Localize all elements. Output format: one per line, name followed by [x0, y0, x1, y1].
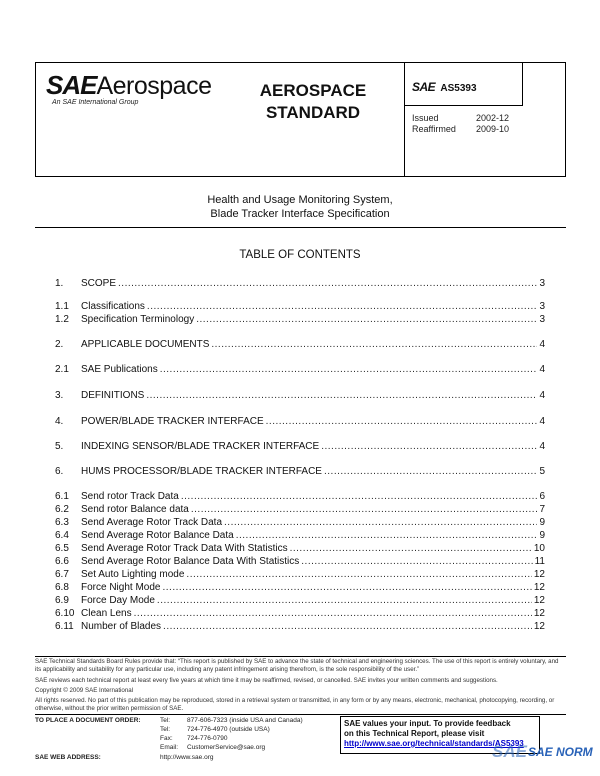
toc-entry[interactable] — [55, 517, 545, 530]
toc-entry-title: Send Average Rotor Balance Data With Statistics — [81, 556, 300, 567]
toc-dot-leader — [146, 390, 537, 401]
toc-dot-leader — [186, 569, 531, 580]
toc-entry-page: 12 — [533, 569, 545, 580]
toc-entry-number: 5. — [55, 441, 64, 452]
toc-entry[interactable] — [55, 595, 545, 608]
toc-entry-number: 3. — [55, 390, 64, 401]
copyright-text: Copyright © 2009 SAE International — [35, 687, 134, 694]
toc-entry-number: 6. — [55, 466, 64, 477]
toc-entry-page: 12 — [533, 595, 545, 606]
toc-entry-page: 3 — [539, 301, 545, 312]
toc-entry-page: 4 — [539, 416, 545, 427]
standard-line-1: AEROSPACE — [259, 81, 367, 100]
toc-entry-title: SCOPE — [81, 278, 117, 289]
footer-divider — [35, 656, 566, 657]
fax-label: Fax: — [160, 735, 173, 742]
toc-entry-number: 6.10 — [55, 608, 75, 619]
feedback-line-1: SAE values your input. To provide feedback — [344, 719, 511, 728]
toc-dot-leader — [196, 314, 537, 325]
toc-entry-page: 10 — [533, 543, 545, 554]
document-title-line-2: Blade Tracker Interface Specification — [210, 208, 390, 220]
toc-entry[interactable] — [55, 364, 545, 377]
document-title-line-1: Health and Usage Monitoring System, — [207, 194, 393, 206]
toc-entry-page: 4 — [539, 390, 545, 401]
toc-entry-number: 1.1 — [55, 301, 69, 312]
toc-entry-number: 2. — [55, 339, 64, 350]
review-text: SAE reviews each technical report at least every five years at which time it may be reaffirmed, revised, or cancelled. SAE invites your written comments and suggestions. — [35, 677, 498, 684]
toc-entry-page: 4 — [539, 364, 545, 375]
toc-entry-title: Send Average Rotor Balance Data — [81, 530, 234, 541]
header-divider-number — [404, 105, 523, 106]
toc-entry-title: Specification Terminology — [81, 314, 195, 325]
toc-entry[interactable] — [55, 278, 545, 291]
toc-entry-number: 4. — [55, 416, 64, 427]
toc-entry-number: 6.6 — [55, 556, 69, 567]
toc-entry[interactable] — [55, 441, 545, 454]
toc-dot-leader — [301, 556, 532, 567]
rules-text: SAE Technical Standards Board Rules provide that: “This report is published by SAE to advance the state of technical and engineering sciences. The use of this report is entirely voluntary, and its applicability and suitability for any particular use, including any patent infringement arising therefrom, is the sole responsibility of the user.” — [35, 658, 559, 673]
header-divider-cell — [522, 62, 523, 106]
toc-entry-title: Set Auto Lighting mode — [81, 569, 185, 580]
issued-label: Issued — [412, 113, 439, 123]
toc-entry-title: Classifications — [81, 301, 145, 312]
toc-entry[interactable] — [55, 582, 545, 595]
toc-entry-title: INDEXING SENSOR/BLADE TRACKER INTERFACE — [81, 441, 320, 452]
toc-dot-leader — [162, 582, 531, 593]
web-value[interactable]: http://www.sae.org — [160, 754, 214, 761]
toc-entry-number: 6.4 — [55, 530, 69, 541]
tel-value: 877-606-7323 (inside USA and Canada) — [187, 717, 303, 724]
reaffirmed-value: 2009-10 — [476, 124, 510, 134]
toc-dot-leader — [181, 491, 538, 502]
header-divider-vertical — [404, 62, 405, 176]
toc-entry-number: 1.2 — [55, 314, 69, 325]
watermark-mark: SAE — [492, 742, 527, 761]
toc-entry[interactable] — [55, 569, 545, 582]
toc-entry[interactable] — [55, 416, 545, 429]
header-border-top — [35, 62, 565, 63]
toc-entry-title: Number of Blades — [81, 621, 162, 632]
reaffirmed-label: Reaffirmed — [412, 124, 456, 134]
toc-entry-page: 11 — [534, 556, 545, 567]
toc-entry[interactable] — [55, 491, 545, 504]
email-value[interactable]: CustomerService@sae.org — [187, 744, 266, 751]
toc-entry[interactable] — [55, 314, 545, 327]
toc-entry[interactable] — [55, 621, 545, 634]
toc-entry-page: 4 — [539, 441, 545, 452]
toc-entry[interactable] — [55, 504, 545, 517]
toc-heading: TABLE OF CONTENTS — [239, 249, 361, 261]
toc-entry-title: SAE Publications — [81, 364, 158, 375]
toc-entry-number: 6.11 — [55, 621, 74, 632]
toc-dot-leader — [147, 301, 538, 312]
toc-entry-number: 6.5 — [55, 543, 69, 554]
tel-label: Tel: — [160, 717, 171, 724]
toc-entry-page: 12 — [533, 608, 545, 619]
toc-dot-leader — [321, 441, 537, 452]
toc-entry-title: HUMS PROCESSOR/BLADE TRACKER INTERFACE — [81, 466, 322, 477]
rights-text: All rights reserved. No part of this publication may be reproduced, stored in a retrieval system or transmitted, in any form or by any means, electronic, mechanical, photocopying, recording, or otherwise, without the prior written permission of SAE. — [35, 697, 555, 712]
toc-entry[interactable] — [55, 556, 545, 569]
sae-aerospace-logo — [46, 70, 212, 101]
toc-entry[interactable] — [55, 543, 545, 556]
toc-dot-leader — [236, 530, 538, 541]
toc-entry-page: 9 — [539, 517, 545, 528]
toc-dot-leader — [157, 595, 532, 606]
document-title — [0, 193, 600, 221]
toc-entry-page: 4 — [539, 339, 545, 350]
tel2-label: Tel: — [160, 726, 171, 733]
toc-dot-leader — [163, 621, 532, 632]
toc-entry-title: Force Night Mode — [81, 582, 161, 593]
toc-entry-number: 2.1 — [55, 364, 69, 375]
toc-dot-leader — [134, 608, 532, 619]
toc-entry[interactable] — [55, 466, 545, 479]
email-label: Email: — [160, 744, 179, 751]
sae-norm-watermark — [492, 742, 527, 762]
toc-entry-title: Force Day Mode — [81, 595, 155, 606]
toc-entry-page: 6 — [539, 491, 545, 502]
toc-entry-page: 5 — [539, 466, 545, 477]
toc-entry-title: Send Average Rotor Track Data — [81, 517, 223, 528]
logo-aerospace-text: Aerospace — [96, 72, 212, 100]
doc-prefix: SAE — [412, 80, 436, 94]
toc-entry-title: APPLICABLE DOCUMENTS — [81, 339, 210, 350]
order-label: TO PLACE A DOCUMENT ORDER: — [35, 717, 141, 724]
toc-entry[interactable] — [55, 339, 545, 352]
order-divider — [35, 714, 566, 715]
logo-sae-text: SAE — [46, 70, 97, 100]
toc-dot-leader — [224, 517, 537, 528]
toc-entry[interactable] — [55, 608, 545, 621]
toc-entry-title: Clean Lens — [81, 608, 132, 619]
tel2-value: 724-776-4970 (outside USA) — [187, 726, 270, 733]
toc-entry-number: 6.7 — [55, 569, 69, 580]
toc-dot-leader — [290, 543, 532, 554]
web-label: SAE WEB ADDRESS: — [35, 754, 101, 761]
toc-entry[interactable] — [55, 301, 545, 314]
document-number — [412, 80, 477, 94]
toc-dot-leader — [191, 504, 538, 515]
toc-entry-page: 3 — [539, 314, 545, 325]
toc-entry-title: Send Average Rotor Track Data With Statistics — [81, 543, 288, 554]
issued-value: 2002-12 — [476, 113, 510, 123]
toc-entry-number: 6.8 — [55, 582, 69, 593]
header-border-left — [35, 62, 36, 176]
title-divider — [35, 227, 566, 228]
toc-entry-number: 6.2 — [55, 504, 69, 515]
toc-entry-title: Send rotor Balance data — [81, 504, 189, 515]
toc-dot-leader — [324, 466, 537, 477]
feedback-link[interactable]: http://www.sae.org/technical/standards/AS5393 — [344, 739, 524, 748]
toc-entry-number: 6.3 — [55, 517, 69, 528]
toc-entry-page: 12 — [533, 621, 545, 632]
toc-dot-leader — [160, 364, 538, 375]
standard-type-title — [238, 80, 388, 124]
toc-entry-page: 3 — [539, 278, 545, 289]
toc-dot-leader — [118, 278, 537, 289]
standard-line-2: STANDARD — [265, 103, 361, 122]
toc-entry-page: 12 — [533, 582, 545, 593]
header-border-right — [565, 62, 566, 176]
toc-entry-number: 6.9 — [55, 595, 69, 606]
header-border-bottom — [35, 176, 566, 177]
feedback-line-2: on this Technical Report, please visit — [344, 729, 485, 738]
toc-dot-leader — [266, 416, 538, 427]
toc-entry-title: DEFINITIONS — [81, 390, 145, 401]
toc-entry-number: 6.1 — [55, 491, 69, 502]
toc-entry[interactable] — [55, 390, 545, 403]
doc-number-value: AS5393 — [440, 83, 477, 94]
toc-entry-page: 9 — [539, 530, 545, 541]
toc-entry[interactable] — [55, 530, 545, 543]
toc-entry-page: 7 — [539, 504, 545, 515]
toc-dot-leader — [211, 339, 537, 350]
watermark-text: SAE NORM — [528, 745, 593, 759]
toc-entry-title: Send rotor Track Data — [81, 491, 179, 502]
toc-entry-number: 1. — [55, 278, 64, 289]
fax-value: 724-776-0790 — [187, 735, 228, 742]
logo-subtitle: An SAE International Group — [52, 99, 139, 106]
toc-entry-title: POWER/BLADE TRACKER INTERFACE — [81, 416, 264, 427]
